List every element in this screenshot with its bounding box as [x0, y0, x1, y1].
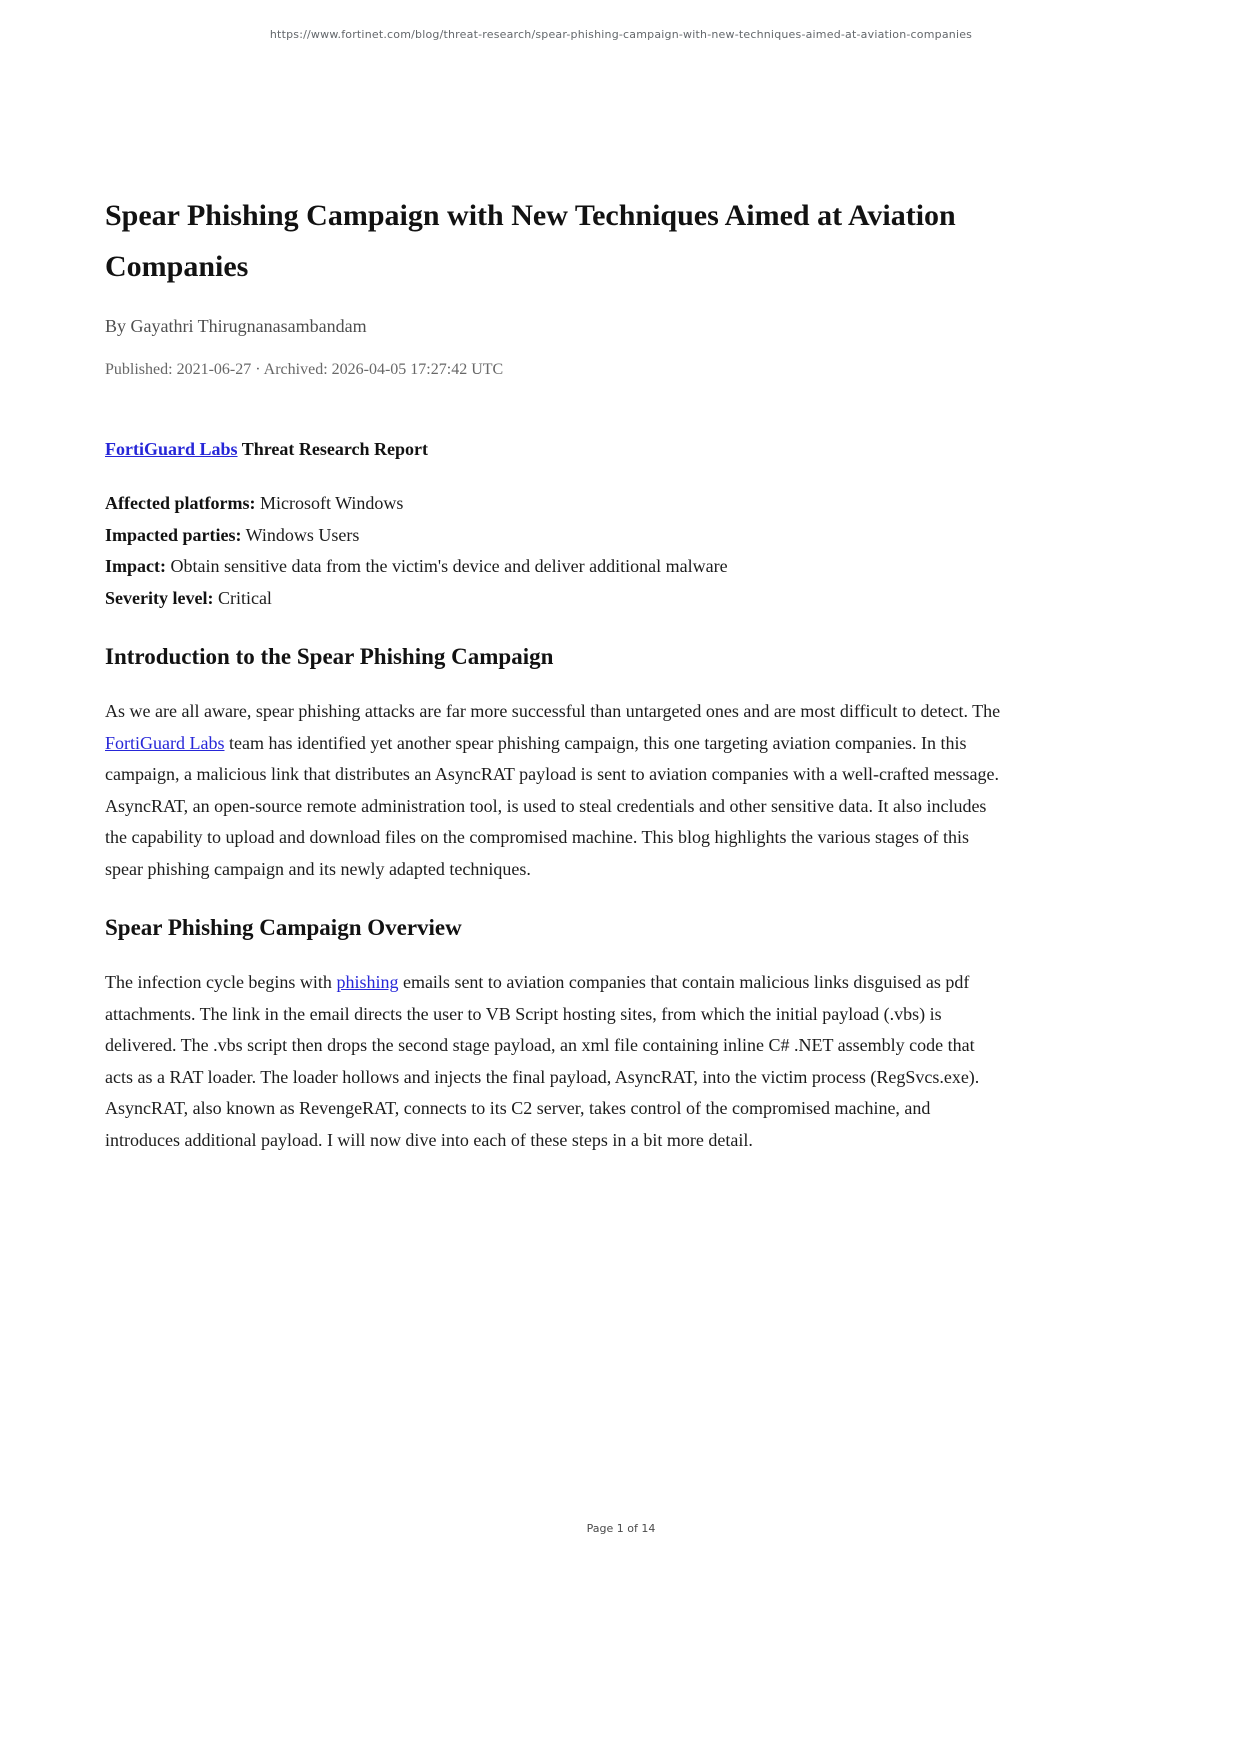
report-line — [105, 439, 1003, 460]
fact-impact — [105, 551, 1003, 583]
phishing-inline-link[interactable]: phishing — [336, 972, 399, 992]
fact-label: Affected platforms: — [105, 493, 256, 513]
section-heading-overview: Spear Phishing Campaign Overview — [105, 915, 462, 940]
fact-value: Microsoft Windows — [255, 493, 404, 513]
fact-value: Windows Users — [241, 524, 360, 545]
fact-label: Impacted parties: — [105, 524, 242, 545]
fortiguard-labs-inline-link[interactable]: FortiGuard Labs — [105, 732, 225, 753]
report-line-text: Threat Research Report — [237, 439, 428, 459]
fact-label: Severity level: — [105, 587, 214, 608]
article-content — [105, 190, 1003, 1184]
fact-severity-level — [105, 583, 1003, 615]
facts-block — [105, 488, 1003, 614]
fact-value: Obtain sensitive data from the victim's device and deliver additional malware — [166, 556, 728, 576]
paragraph-introduction: As we are all aware, spear phishing attacks are far more successful than untargeted ones and are most difficult to detect. The FortiGuard Labs team has identified yet another spear phishing campaign, this one targeting aviation companies. In this campaign, a malicious link that distributes an AsyncRAT payload is sent to aviation companies with a well-crafted message. AsyncRAT, an open-source remote administration tool, is used to steal credentials and other sensitive data. It also includes the capability to upload and download files on the compromised machine. This blog highlights the various stages of this spear phishing campaign and its newly adapted techniques. — [105, 701, 1001, 879]
fact-value: Critical — [213, 587, 272, 608]
fact-label: Impact: — [105, 556, 166, 576]
fact-affected-platforms — [105, 488, 1003, 520]
paragraph-overview: The infection cycle begins with phishing emails sent to aviation companies that contain malicious links disguised as pdf attachments. The link in the email directs the user to VB Script hosting sites, from which the initial payload (.vbs) is delivered. The .vbs script then drops the second stage payload, an xml file containing inline C# .NET assembly code that acts as a RAT loader. The loader hollows and injects the final payload, AsyncRAT, into the victim process (RegSvcs.exe). AsyncRAT, also known as RevengeRAT, connects to its C2 server, takes control of the compromised machine, and introduces additional payload. I will now dive into each of these steps in a bit more detail. — [105, 972, 980, 1150]
fortiguard-labs-link[interactable]: FortiGuard Labs — [105, 439, 238, 459]
page-title: Spear Phishing Campaign with New Techniques Aimed at Aviation Companies — [105, 199, 956, 283]
section-heading-introduction: Introduction to the Spear Phishing Campaign — [105, 644, 554, 669]
fact-impacted-parties — [105, 520, 1003, 552]
page-number: Page 1 of 14 — [586, 1522, 656, 1535]
article-byline: By Gayathri Thirugnanasambandam — [105, 316, 367, 336]
archive-url: https://www.fortinet.com/blog/threat-research/spear-phishing-campaign-with-new-techniques-aimed-at-aviation-companies — [269, 28, 973, 41]
article-meta: Published: 2021-06-27 · Archived: 2026-04-05 17:27:42 UTC — [105, 361, 504, 378]
